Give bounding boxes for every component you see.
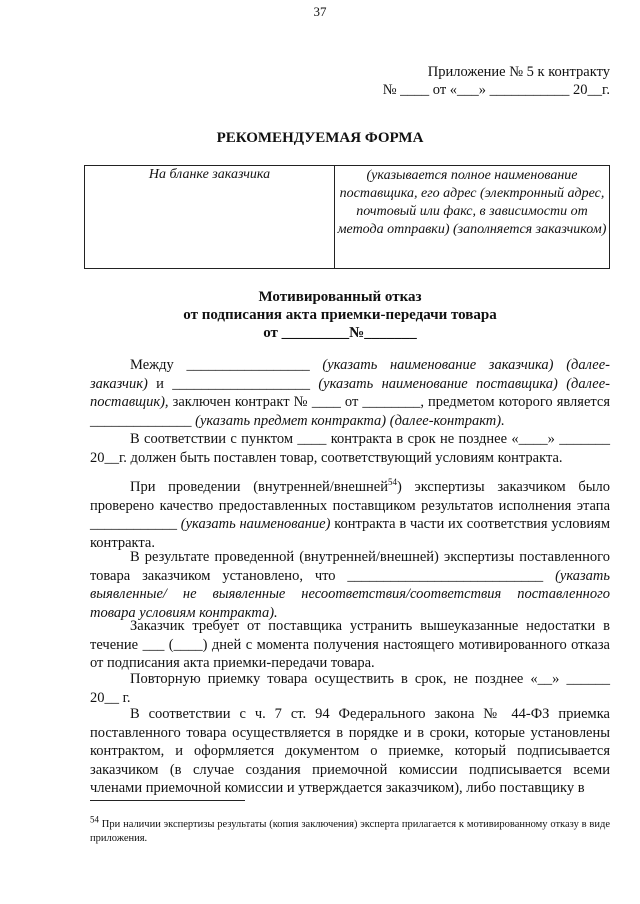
paragraph-expertise-result: В результате проведенной (внутренней/внешней) экспертизы поставленного товара заказчиком установлено, что ___________________________ (указать выявленные/ не выявленные несоответствия/соответствия поставленного товара условиям контракта).: [90, 549, 610, 621]
paragraph-parties: Между _________________ (указать наименование заказчика) (далее-заказчик) и ___________________ (указать наименование поставщика) (далее-поставщик), заключен контракт № ____ от ________, предметом которого является ______________ (указать предмет контракта) (далее-контракт).: [90, 357, 610, 429]
doc-title-line-3: от _________№_______: [263, 325, 417, 341]
form-title: РЕКОМЕНДУЕМАЯ ФОРМА: [216, 130, 424, 146]
header-cell-supplier-info: (указывается полное наименование поставщика, его адрес (электронный адрес, почтовый или факс, в зависимости от метода отправки) (заполняется заказчиком): [337, 168, 607, 237]
doc-title-line-1: Мотивированный отказ: [258, 289, 422, 305]
header-table: [84, 165, 610, 269]
paragraph-requirement: Заказчик требует от поставщика устранить вышеуказанные недостатки в течение ___ (____) дней с момента получения настоящего мотивированного отказа от подписания акта приемки-передачи товара.: [90, 618, 610, 671]
footnote: $^{54}$ При наличии экспертизы результаты (копия заключения) эксперта прилагается к мотивированному отказу в виде приложения.: [90, 814, 610, 844]
paragraph-repeat-acceptance: Повторную приемку товара осуществить в срок, не позднее «__» ______ 20__ г.: [90, 671, 610, 706]
paragraph-law-reference: В соответствии с ч. 7 ст. 94 Федерального закона № 44-ФЗ приемка поставленного товара осуществляется в порядке и в сроки, которые установлены контрактом, и оформляется документом о приемке, который подписывается заказчиком (в случае создания приемочной комиссии подписывается всеми членами приемочной комиссии и утверждается заказчиком), либо поставщику в: [90, 706, 610, 796]
header-cell-customer-blank: На бланке заказчика: [85, 166, 335, 268]
doc-title-line-2: от подписания акта приемки-передачи товара: [183, 307, 497, 323]
paragraph-delivery-term: В соответствии с пунктом ____ контракта в срок не позднее «____» _______ 20__г. должен быть поставлен товар, соответствующий условиям контракта.: [90, 431, 610, 466]
appendix-line-2: № ____ от «___» ___________ 20__г.: [382, 82, 610, 98]
paragraph-expertise: При проведении (внутренней/внешней$^{54}$) экспертизы заказчиком было проверено качество предоставленных поставщиком результатов исполнения этапа ____________ (указать наименование) контракта в части их соответствия условиям контракта.: [90, 477, 610, 551]
footnote-mark: 54: [90, 814, 99, 825]
footnote-divider: [90, 800, 245, 801]
appendix-line-1: Приложение № 5 к контракту: [427, 64, 610, 80]
footnote-ref: 54: [387, 477, 397, 488]
page-number: 37: [313, 4, 327, 19]
